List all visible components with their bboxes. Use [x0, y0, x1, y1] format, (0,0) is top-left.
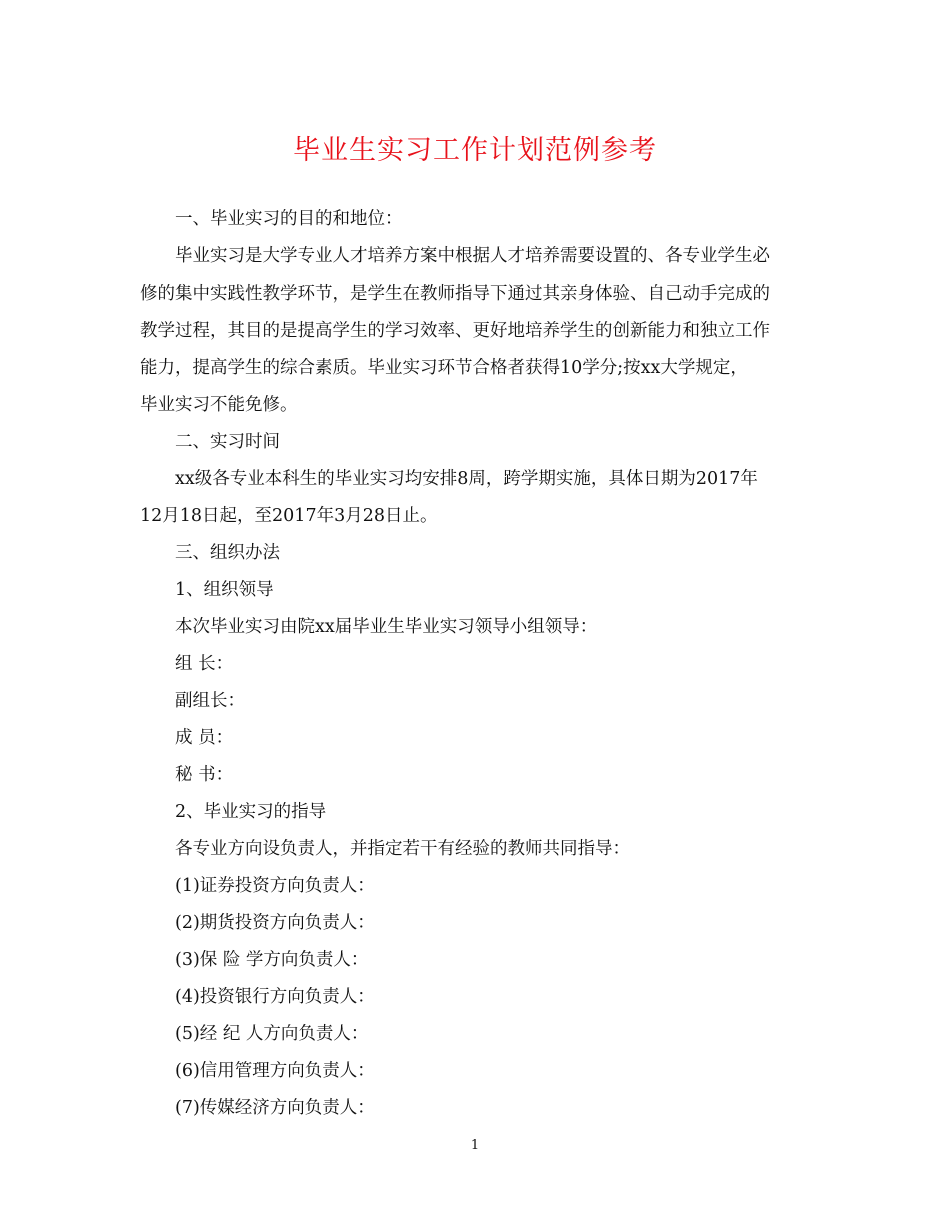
list-item: 成 员：	[175, 728, 234, 748]
list-item: (7)传媒经济方向负责人：	[175, 1098, 375, 1118]
list-item: (6)信用管理方向负责人：	[175, 1061, 375, 1081]
list-item: (2)期货投资方向负责人：	[175, 913, 375, 933]
list-item: (1)证券投资方向负责人：	[175, 876, 375, 896]
paragraph-line: 能力，提高学生的综合素质。毕业实习环节合格者获得10学分;按xx大学规定，	[140, 358, 748, 378]
paragraph-line: 教学过程，其目的是提高学生的学习效率、更好地培养学生的创新能力和独立工作	[140, 321, 770, 341]
section-heading-time: 二、实习时间	[175, 432, 280, 452]
subheading-guidance: 2、毕业实习的指导	[175, 802, 327, 822]
paragraph-line: 毕业实习不能免修。	[140, 395, 298, 415]
paragraph-line: 12月18日起，至2017年3月28日止。	[140, 506, 438, 526]
list-item: 组 长：	[175, 654, 234, 674]
list-item: 秘 书：	[175, 765, 234, 785]
list-item: (3)保 险 学方向负责人：	[175, 950, 369, 970]
paragraph-line: xx级各专业本科生的毕业实习均安排8周，跨学期实施，具体日期为2017年	[175, 469, 758, 489]
subheading-leadership: 1、组织领导	[175, 580, 274, 600]
list-item: (4)投资银行方向负责人：	[175, 987, 375, 1007]
paragraph-line: 各专业方向设负责人，并指定若干有经验的教师共同指导：	[175, 839, 630, 859]
section-heading-organization: 三、组织办法	[175, 543, 280, 563]
paragraph-line: 修的集中实践性教学环节，是学生在教师指导下通过其亲身体验、自己动手完成的	[140, 284, 770, 304]
list-item: 副组长：	[175, 691, 245, 711]
list-item: (5)经 纪 人方向负责人：	[175, 1024, 369, 1044]
page-number: 1	[470, 1138, 480, 1153]
section-heading-purpose: 一、毕业实习的目的和地位：	[175, 209, 403, 229]
paragraph-line: 本次毕业实习由院xx届毕业生毕业实习领导小组领导：	[175, 617, 598, 637]
paragraph-line: 毕业实习是大学专业人才培养方案中根据人才培养需要设置的、各专业学生必	[175, 246, 770, 266]
document-title: 毕业生实习工作计划范例参考	[293, 135, 657, 166]
